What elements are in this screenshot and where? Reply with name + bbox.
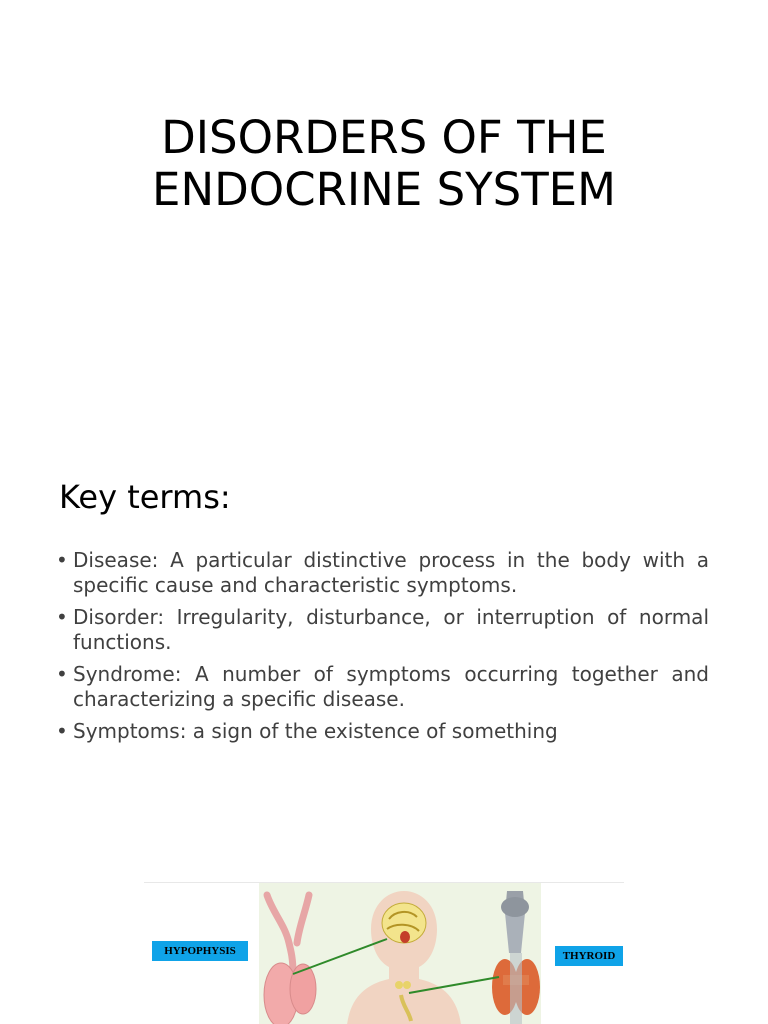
list-item <box>56 548 709 597</box>
key-terms-list <box>56 548 709 752</box>
key-terms-heading: Key terms: <box>59 478 231 516</box>
title-slide <box>0 0 768 430</box>
list-item <box>56 719 709 744</box>
thyroid-label: THYROID <box>555 946 623 966</box>
title-line-2: ENDOCRINE SYSTEM <box>152 163 616 216</box>
bullet-icon: • <box>56 605 68 629</box>
endocrine-glands-slide <box>144 882 624 1024</box>
bullet-icon: • <box>56 719 68 743</box>
term-text: Disorder: Irregularity, disturbance, or interruption of normal functions. <box>73 605 709 654</box>
hypophysis-label: HYPOPHYSIS <box>152 941 248 961</box>
bullet-icon: • <box>56 548 68 572</box>
term-text: Disease: A particular distinctive process in the body with a specific cause and characteristic symptoms. <box>73 548 709 597</box>
title-line-1: DISORDERS OF THE <box>161 111 607 164</box>
list-item <box>56 605 709 654</box>
key-terms-slide <box>0 440 768 860</box>
page-title <box>0 112 768 216</box>
endocrine-illustration <box>259 883 541 1024</box>
term-text: Symptoms: a sign of the existence of something <box>73 719 558 743</box>
bullet-icon: • <box>56 662 68 686</box>
term-text: Syndrome: A number of symptoms occurring together and characterizing a specific disease. <box>73 662 709 711</box>
list-item <box>56 662 709 711</box>
